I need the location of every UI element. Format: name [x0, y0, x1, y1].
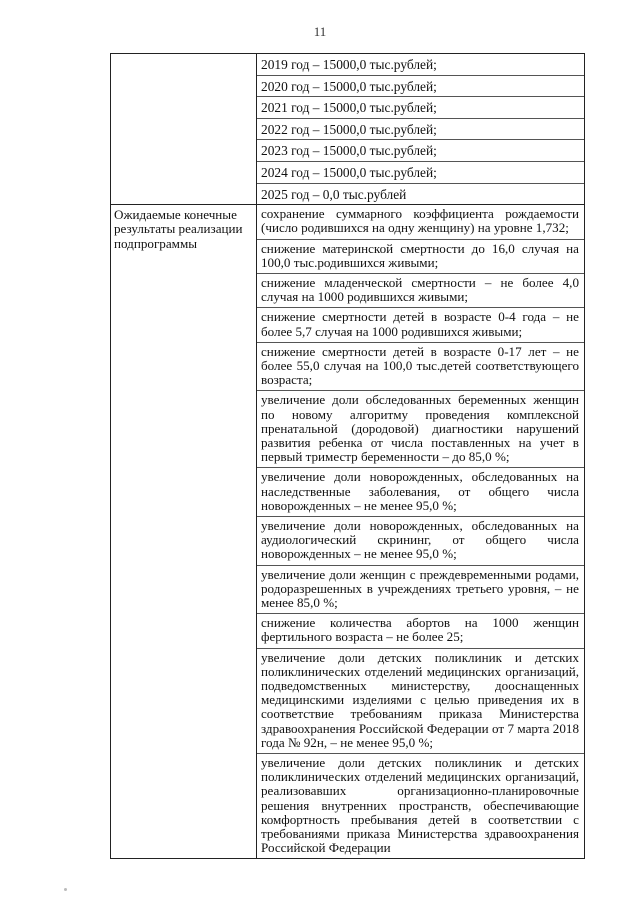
result-item: увеличение доли обследованных беременных женщин по новому алгоритму проведения комплексной пренатальной (дородовой) диагностики нарушений развития ребенка от числа поставленных на учет в первый триместр беременности – до 85,0 %;	[257, 391, 584, 468]
scan-speck	[64, 888, 67, 891]
result-item: сохранение суммарного коэффициента рождаемости (число родившихся на одну женщину) на уровне 1,732;	[257, 205, 584, 239]
results-label-cell	[111, 205, 257, 859]
results-row	[111, 205, 585, 859]
funding-values-cell	[257, 54, 585, 205]
funding-year-2025: 2025 год – 0,0 тыс.рублей	[261, 186, 407, 202]
result-item: снижение смертности детей в возрасте 0-17 лет – не более 55,0 случая на 100,0 тыс.детей соответствующего возраста;	[257, 343, 584, 392]
results-items-cell	[257, 205, 585, 859]
funding-year-2019: 2019 год – 15000,0 тыс.рублей;	[257, 54, 584, 76]
result-item: снижение младенческой смертности – не более 4,0 случая на 1000 родившихся живыми;	[257, 274, 584, 308]
result-item: увеличение доли детских поликлиник и детских поликлинических отделений медицинских организаций, реализовавших организационно-планировочные решения внутренних пространств, обеспечивающие комфортность пребывания детей в соответствии с требованиями приказа Министерства здравоохранения Российской Федерации	[261, 755, 579, 856]
result-item: увеличение доли детских поликлиник и детских поликлинических отделений медицинских организаций, подведомственных министерству, дооснащенных медицинскими изделиями с целью приведения их в соответствие требованиям приказа Министерства здравоохранения Российской Федерации от 7 марта 2018 года № 92н, – не менее 95,0 %;	[257, 649, 584, 754]
result-item: увеличение доли новорожденных, обследованных на аудиологический скрининг, от общего числа новорожденных – не менее 95,0 %;	[257, 517, 584, 566]
funding-row	[111, 54, 585, 205]
results-label: Ожидаемые конечные результаты реализации подпрограммы	[114, 207, 243, 251]
funding-year-2022: 2022 год – 15000,0 тыс.рублей;	[257, 119, 584, 141]
page-number: 11	[313, 24, 327, 39]
result-item: снижение материнской смертности до 16,0 случая на 100,0 тыс.родившихся живыми;	[257, 240, 584, 274]
funding-label-cell	[111, 54, 257, 205]
funding-year-2024: 2024 год – 15000,0 тыс.рублей;	[257, 162, 584, 184]
funding-year-2021: 2021 год – 15000,0 тыс.рублей;	[257, 97, 584, 119]
result-item: увеличение доли женщин с преждевременными родами, родоразрешенных в учреждениях третьего уровня, – не менее 85,0 %;	[257, 566, 584, 615]
funding-year-2020: 2020 год – 15000,0 тыс.рублей;	[257, 76, 584, 98]
funding-year-2023: 2023 год – 15000,0 тыс.рублей;	[257, 140, 584, 162]
result-item: снижение количества абортов на 1000 женщин фертильного возраста – не более 25;	[257, 614, 584, 648]
result-item: увеличение доли новорожденных, обследованных на наследственные заболевания, от общего числа новорожденных – не менее 95,0 %;	[257, 468, 584, 517]
result-item: снижение смертности детей в возрасте 0-4 года – не более 5,7 случая на 1000 родившихся живыми;	[257, 308, 584, 342]
subprogram-passport-table	[110, 53, 585, 859]
